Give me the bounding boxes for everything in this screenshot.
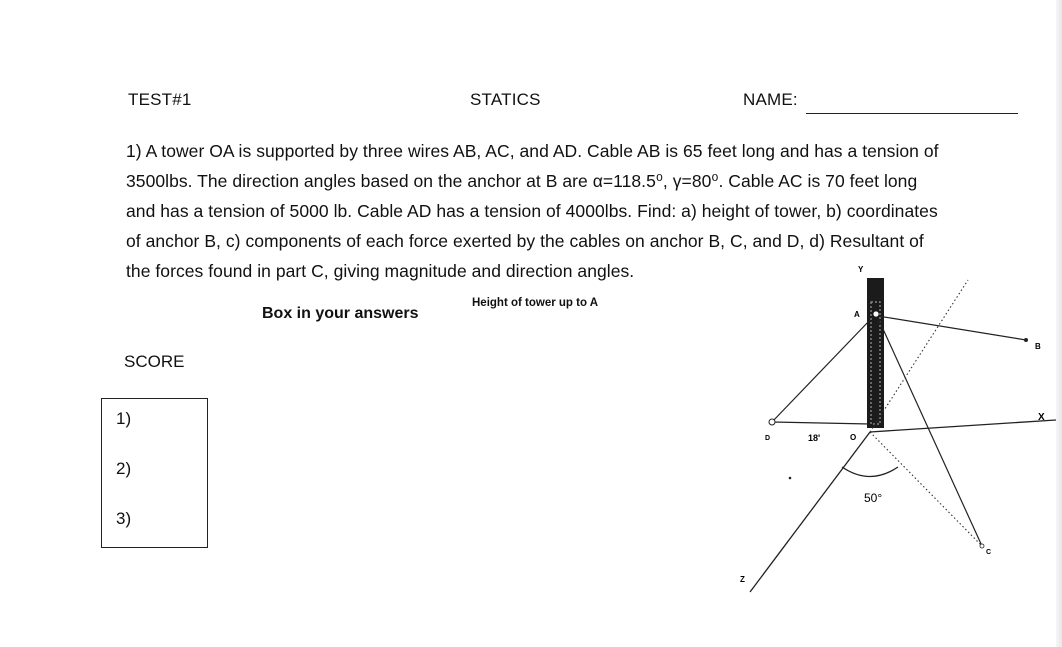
stray-dot (789, 477, 792, 480)
y-axis-label: Y (858, 265, 864, 274)
cable-ad (772, 320, 870, 422)
box-answers-note: Box in your answers (262, 305, 419, 322)
tower-diagram (720, 262, 1060, 642)
score-label: SCORE (124, 352, 185, 371)
point-d-label: D (765, 435, 771, 442)
score-box (101, 398, 208, 548)
x-axis (870, 420, 1056, 432)
dotted-c-projection (870, 432, 982, 546)
score-item: 2) (116, 459, 132, 478)
angle-label: 50° (864, 491, 883, 505)
anchor-b-marker (1024, 338, 1028, 342)
z-axis-label: Z (740, 575, 745, 584)
point-a-label: A (854, 310, 860, 319)
dimension-od-label: 18' (808, 433, 821, 443)
height-note: Height of tower up to A (472, 297, 599, 309)
point-b-label: B (1035, 342, 1041, 351)
name-label: NAME: (743, 90, 798, 109)
problem-line: and has a tension of 5000 lb. Cable AD has a tension of 4000lbs. Find: a) height of tower, b) coordinates (126, 201, 938, 221)
point-o-label: O (850, 433, 857, 442)
baseline-od (772, 422, 870, 424)
test-title: TEST#1 (128, 90, 192, 109)
problem-line: 3500lbs. The direction angles based on the anchor at B are α=118.5⁰, γ=80⁰. Cable AC is 70 feet long (126, 171, 918, 191)
problem-line: 1) A tower OA is supported by three wires AB, AC, and AD. Cable AB is 65 feet long and has a tension of (126, 141, 939, 161)
score-item: 1) (116, 409, 132, 428)
cable-ab (878, 316, 1026, 340)
problem-line: of anchor B, c) components of each force exerted by the cables on anchor B, C, and D, d) Resultant of (126, 231, 924, 251)
subject-title: STATICS (470, 90, 541, 109)
cable-ac (878, 318, 982, 546)
problem-line: the forces found in part C, giving magnitude and direction angles. (126, 261, 635, 281)
tower-oa (867, 278, 884, 428)
point-c-label: C (986, 549, 992, 556)
anchor-d-marker (769, 419, 775, 425)
name-blank-line[interactable] (806, 113, 1018, 114)
z-axis (750, 432, 870, 592)
x-axis-label: X (1038, 412, 1045, 423)
score-item: 3) (116, 509, 132, 528)
angle-arc (842, 467, 898, 477)
